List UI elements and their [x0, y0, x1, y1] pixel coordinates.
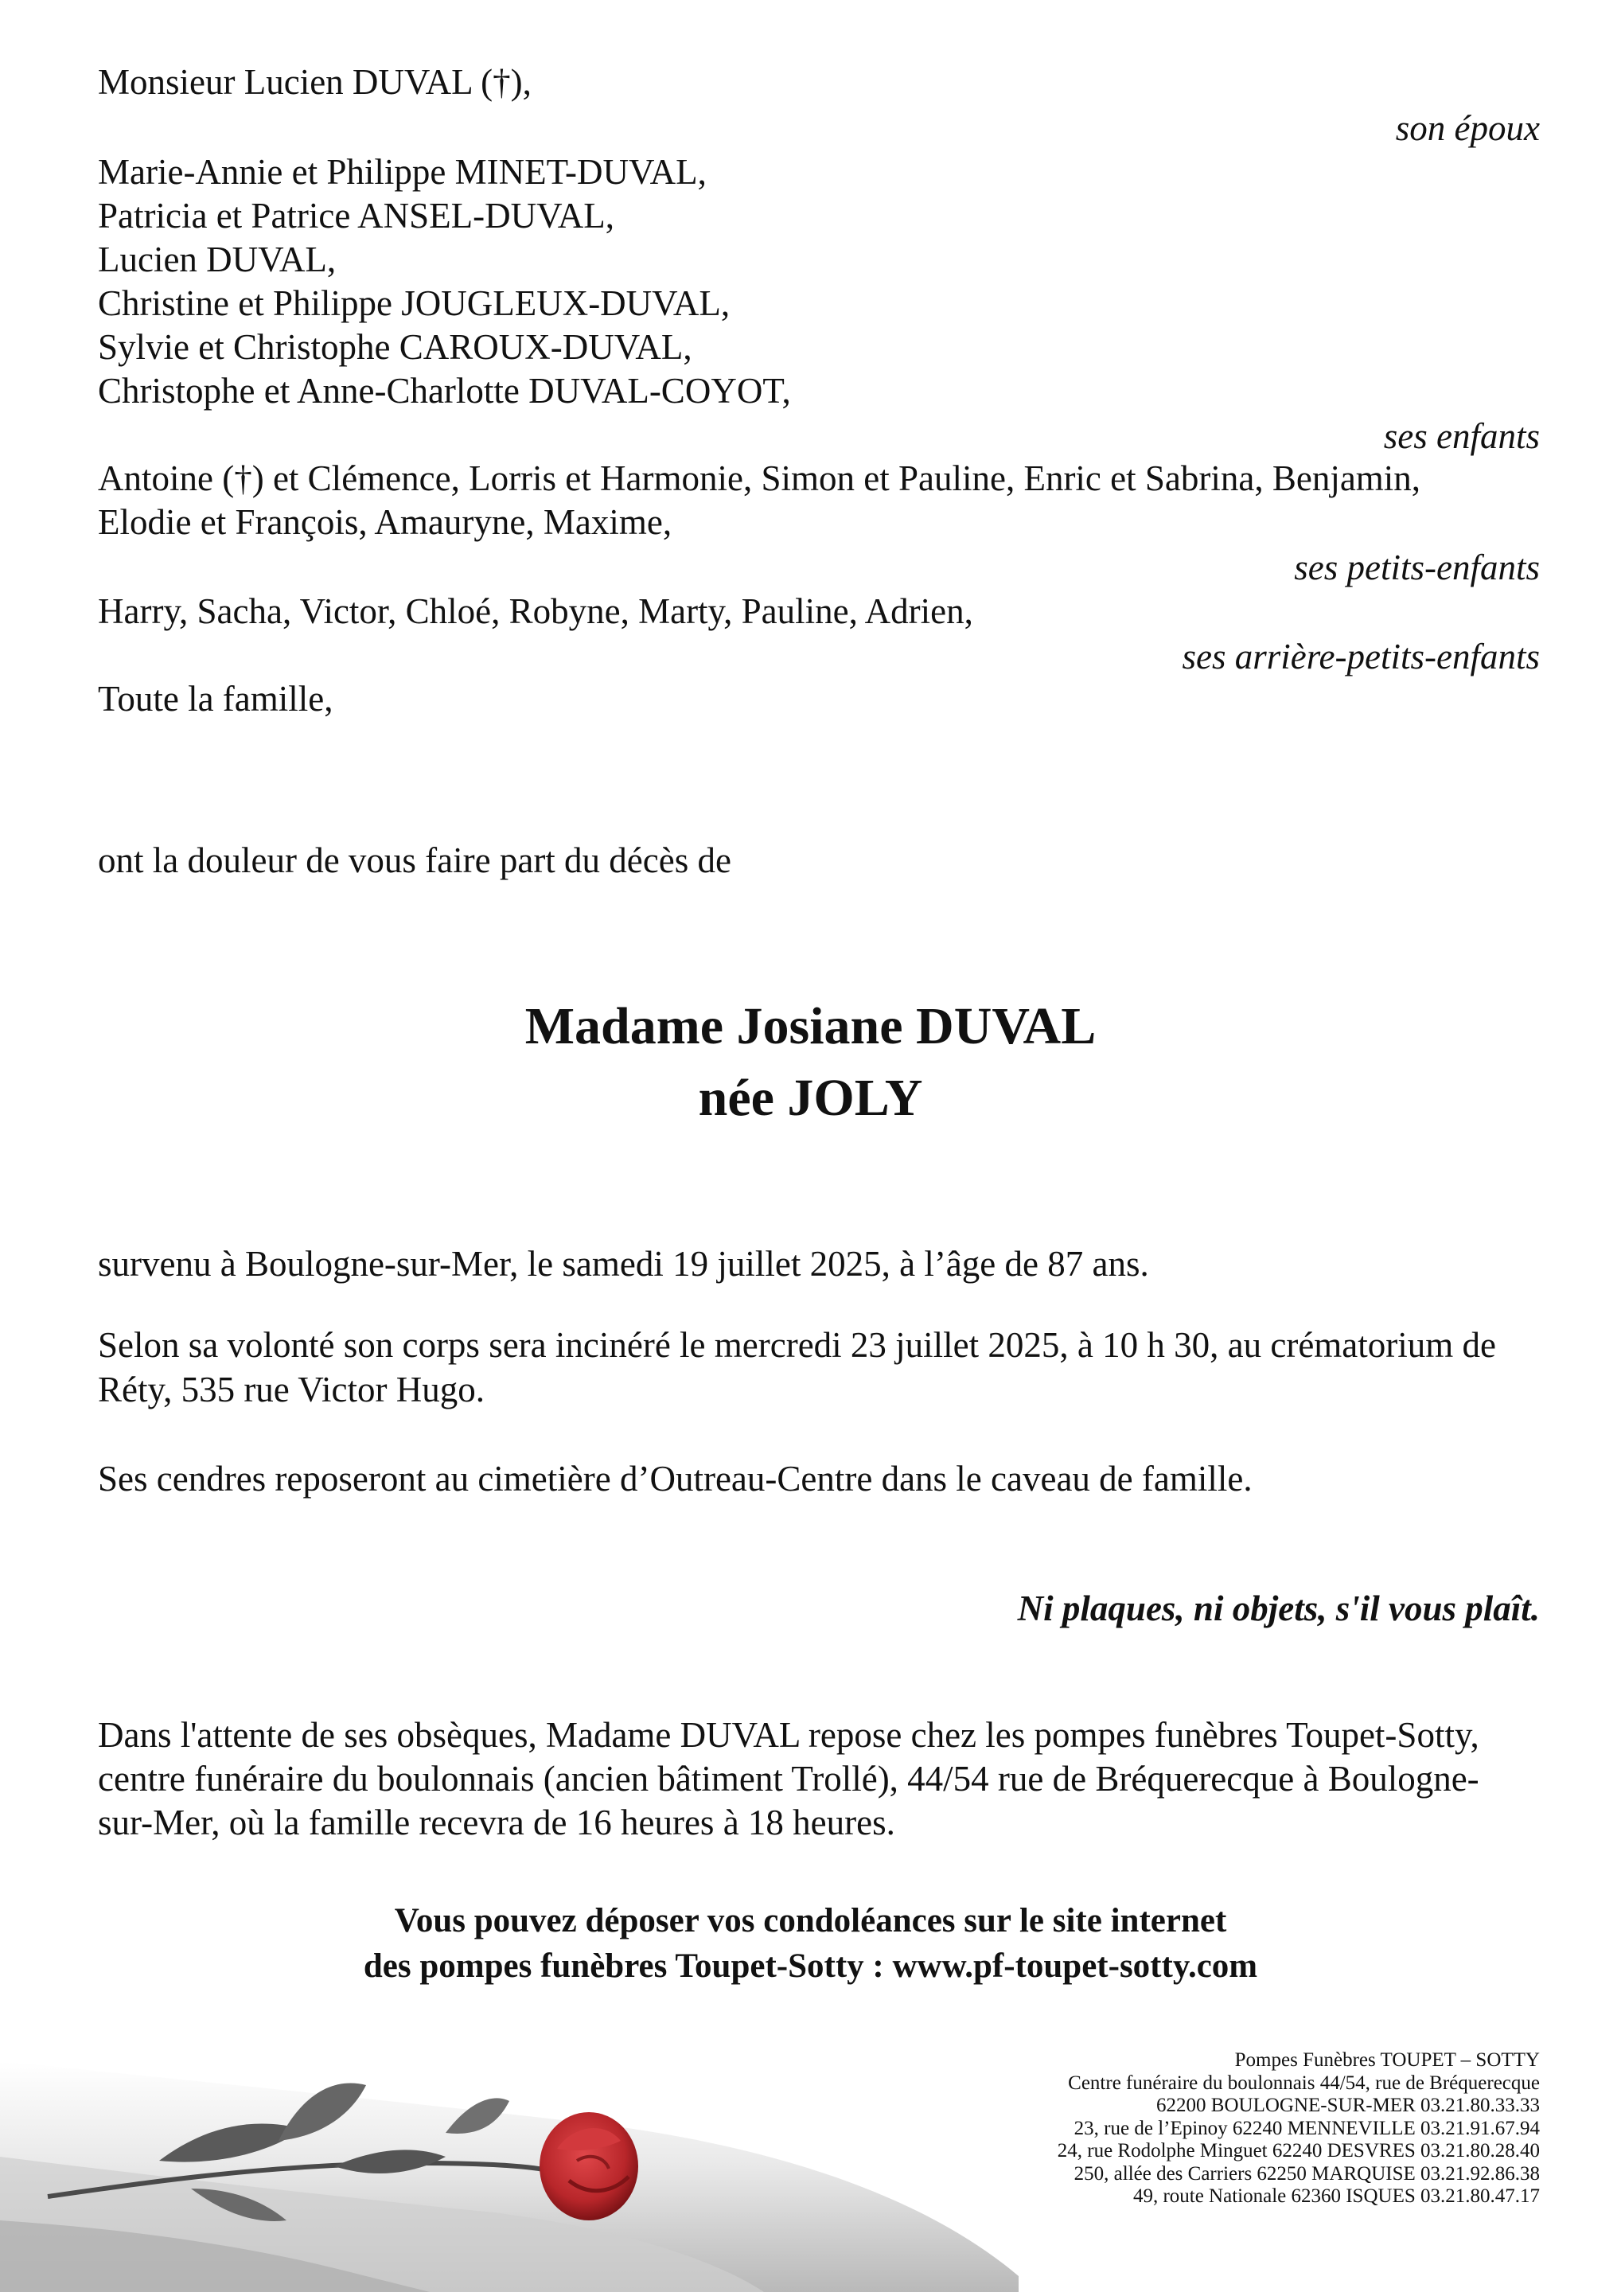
spouse-line: Monsieur Lucien DUVAL (†), [98, 62, 532, 102]
whole-family-line: Toute la famille, [98, 679, 333, 719]
funeral-home-name: Pompes Funèbres TOUPET – SOTTY [1234, 2049, 1540, 2071]
child-line-1: Marie-Annie et Philippe MINET-DUVAL, [98, 152, 707, 192]
funeral-home-address-line: 250, allée des Carriers 62250 MARQUISE 03.21.92.86.38 [1074, 2162, 1540, 2185]
funeral-home-address-line: 24, rue Rodolphe Minguet 62240 DESVRES 03.21.80.28.40 [1057, 2140, 1540, 2162]
great-grandchildren-line: Harry, Sacha, Victor, Chloé, Robyne, Marty, Pauline, Adrien, [98, 591, 973, 631]
grandchildren-line-1: Antoine (†) et Clémence, Lorris et Harmonie, Simon et Pauline, Enric et Sabrina, Benjamin, [98, 458, 1421, 498]
funeral-home-address-line: 49, route Nationale 62360 ISQUES 03.21.80.47.17 [1132, 2185, 1540, 2207]
death-details: survenu à Boulogne-sur-Mer, le samedi 19 juillet 2025, à l’âge de 87 ans. [98, 1244, 1149, 1284]
rose-on-beach-illustration [0, 1958, 1019, 2292]
spouse-relation: son époux [1395, 108, 1540, 148]
no-flowers-notice: Ni plaques, ni objets, s'il vous plaît. [1017, 1588, 1540, 1628]
deceased-maiden-name: née JOLY [698, 1069, 923, 1127]
funeral-home-address-line: 23, rue de l’Epinoy 62240 MENNEVILLE 03.21.91.67.94 [1074, 2117, 1540, 2139]
child-line-4: Christine et Philippe JOUGLEUX-DUVAL, [98, 283, 731, 323]
funeral-home-address [1058, 2049, 1540, 2208]
visitation-details: Dans l'attente de ses obsèques, Madame DUVAL repose chez les pompes funèbres Toupet-Sotty, centre funéraire du boulonnais (ancien bâtiment Trollé), 44/54 rue de Bréquerecque à Boulogne-sur-Mer, où la famille recevra de 16 heures à 18 heures. [98, 1715, 1479, 1842]
announcement-text: ont la douleur de vous faire part du décès de [98, 840, 731, 880]
ashes-details: Ses cendres reposeront au cimetière d’Outreau-Centre dans le caveau de famille. [98, 1459, 1253, 1499]
child-line-5: Sylvie et Christophe CAROUX-DUVAL, [98, 327, 692, 367]
grandchildren-relation: ses petits-enfants [1294, 548, 1540, 587]
funeral-home-address-line: 62200 BOULOGNE-SUR-MER 03.21.80.33.33 [1156, 2095, 1540, 2116]
deceased-name: Madame Josiane DUVAL [524, 997, 1097, 1055]
cremation-details: Selon sa volonté son corps sera incinéré le mercredi 23 juillet 2025, à 10 h 30, au crématorium de Réty, 535 rue Victor Hugo. [98, 1325, 1496, 1409]
child-line-3: Lucien DUVAL, [98, 240, 337, 279]
child-line-6: Christophe et Anne-Charlotte DUVAL-COYOT, [98, 371, 791, 411]
child-line-2: Patricia et Patrice ANSEL-DUVAL, [98, 196, 615, 236]
condolences-line-1: Vous pouvez déposer vos condoléances sur le site internet [394, 1902, 1227, 1939]
condolences-line-2: des pompes funèbres Toupet-Sotty : www.pf-toupet-sotty.com [363, 1947, 1258, 1985]
funeral-home-address-line: Centre funéraire du boulonnais 44/54, rue de Bréquerecque [1068, 2072, 1540, 2094]
grandchildren-line-2: Elodie et François, Amauryne, Maxime, [98, 502, 672, 542]
children-relation: ses enfants [1383, 416, 1540, 456]
great-grandchildren-relation: ses arrière-petits-enfants [1182, 637, 1540, 676]
